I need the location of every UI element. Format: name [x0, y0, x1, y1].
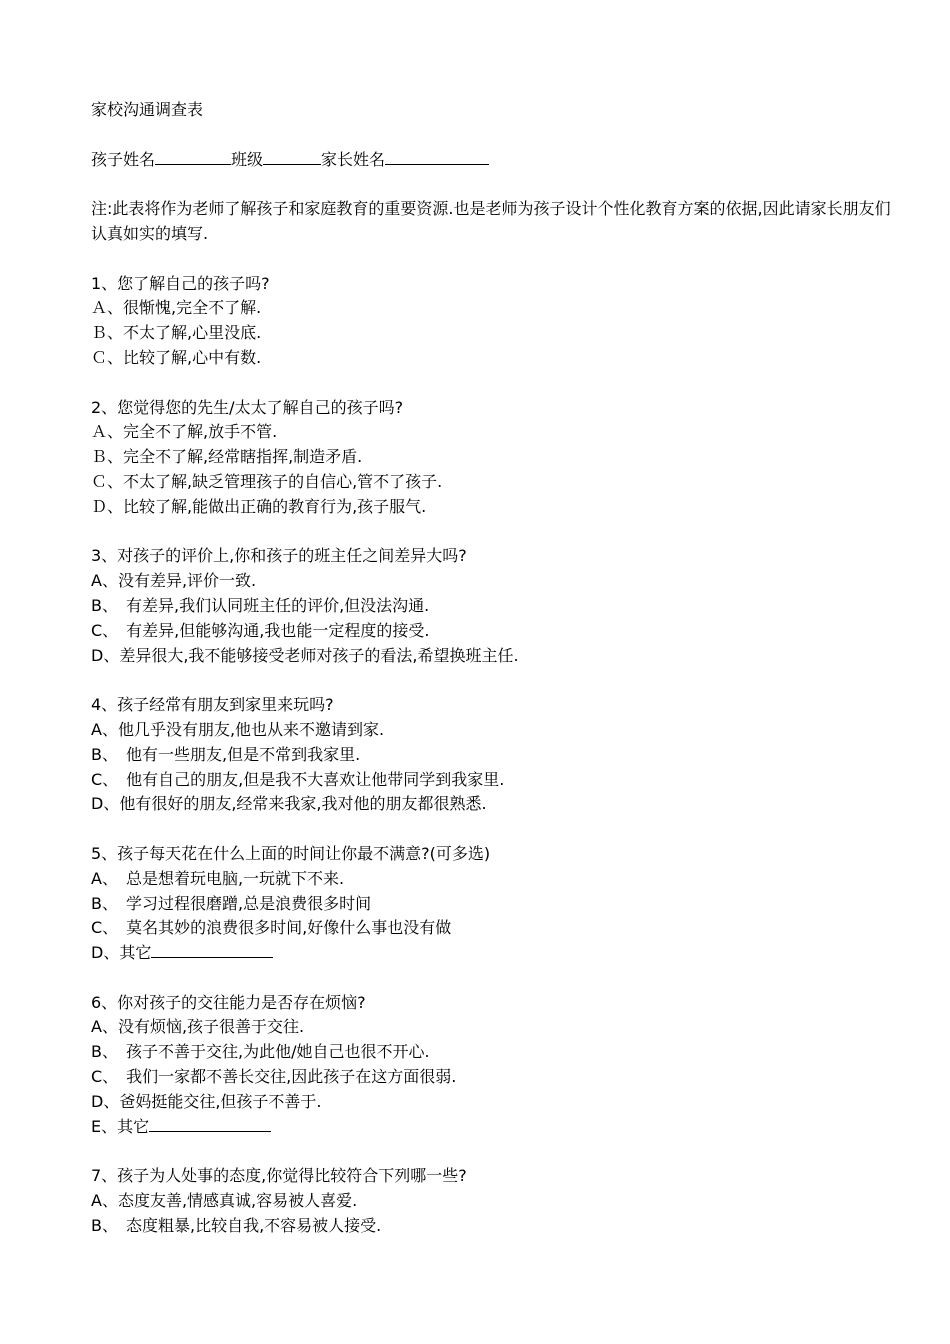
survey-document [91, 98, 891, 1239]
question-7 [91, 1164, 891, 1238]
other-blank[interactable] [149, 1115, 271, 1132]
option-c: Ｃ、比较了解,心中有数. [91, 347, 262, 367]
question-text: 3、对孩子的评价上,你和孩子的班主任之间差异大吗? [91, 546, 467, 566]
option-d: Ｄ、比较了解,能做出正确的教育行为,孩子服气. [91, 496, 427, 516]
option-d: D、他有很好的朋友,经常来我家,我对他的朋友都很熟悉. [91, 794, 487, 814]
option-b: B、 他有一些朋友,但是不常到我家里. [91, 744, 361, 764]
question-text: 4、孩子经常有朋友到家里来玩吗? [91, 695, 334, 715]
option-c: Ｃ、不太了解,缺乏管理孩子的自信心,管不了孩子. [91, 471, 443, 491]
class-blank[interactable] [263, 148, 321, 165]
option-a: Ａ、完全不了解,放手不管. [91, 422, 278, 442]
option-d: D、爸妈挺能交往,但孩子不善于. [91, 1091, 322, 1111]
option-a: A、没有差异,评价一致. [91, 571, 257, 591]
question-1 [91, 272, 891, 371]
question-text: 1、您了解自己的孩子吗? [91, 273, 270, 293]
option-c: C、 莫名其妙的浪费很多时间,好像什么事也没有做 [91, 918, 452, 938]
option-a: A、 总是想着玩电脑,一玩就下不来. [91, 868, 345, 888]
option-d: D、差异很大,我不能够接受老师对孩子的看法,希望换班主任. [91, 645, 519, 665]
class-label: 班级 [231, 149, 264, 169]
question-text: 7、孩子为人处事的态度,你觉得比较符合下列哪一些? [91, 1166, 467, 1186]
option-b: B、 学习过程很磨蹭,总是浪费很多时间 [91, 893, 372, 913]
child-name-label: 孩子姓名 [91, 149, 156, 169]
question-6 [91, 991, 891, 1140]
option-b: Ｂ、完全不了解,经常瞎指挥,制造矛盾. [91, 447, 363, 467]
question-4 [91, 693, 891, 817]
question-5 [91, 842, 891, 966]
option-a: Ａ、很惭愧,完全不了解. [91, 298, 262, 318]
option-a: A、没有烦恼,孩子很善于交往. [91, 1017, 305, 1037]
option-b: Ｂ、不太了解,心里没底. [91, 323, 262, 343]
option-b: B、 有差异,我们认同班主任的评价,但没法沟通. [91, 595, 430, 615]
option-d-other [91, 941, 891, 966]
option-d-label: D、其它 [91, 943, 152, 963]
option-c: C、 我们一家都不善长交往,因此孩子在这方面很弱. [91, 1067, 457, 1087]
child-name-blank[interactable] [155, 148, 231, 165]
option-c: C、 他有自己的朋友,但是我不大喜欢让他带同学到我家里. [91, 769, 505, 789]
parent-name-label: 家长姓名 [321, 149, 386, 169]
other-blank[interactable] [151, 941, 273, 958]
question-2 [91, 396, 891, 520]
option-c: C、 有差异,但能够沟通,我也能一定程度的接受. [91, 620, 430, 640]
option-b: B、 态度粗暴,比较自我,不容易被人接受. [91, 1215, 382, 1235]
info-line [91, 148, 891, 173]
question-text: 2、您觉得您的先生/太太了解自己的孩子吗? [91, 397, 404, 417]
note-paragraph: 注:此表将作为老师了解孩子和家庭教育的重要资源.也是老师为孩子设计个性化教育方案的依据,因此请家长朋友们认真如实的填写. [91, 199, 891, 243]
option-a: A、态度友善,情感真诚,容易被人喜爱. [91, 1191, 358, 1211]
option-e-label: E、其它 [91, 1116, 150, 1136]
page-title: 家校沟通调查表 [91, 100, 204, 119]
question-3 [91, 544, 891, 668]
option-b: B、 孩子不善于交往,为此他/她自己也很不开心. [91, 1042, 430, 1062]
option-e-other [91, 1115, 891, 1140]
option-a: A、他几乎没有朋友,他也从来不邀请到家. [91, 719, 385, 739]
parent-name-blank[interactable] [385, 148, 489, 165]
question-text: 6、你对孩子的交往能力是否存在烦恼? [91, 992, 366, 1012]
question-text: 5、孩子每天花在什么上面的时间让你最不满意?(可多选) [91, 843, 491, 863]
